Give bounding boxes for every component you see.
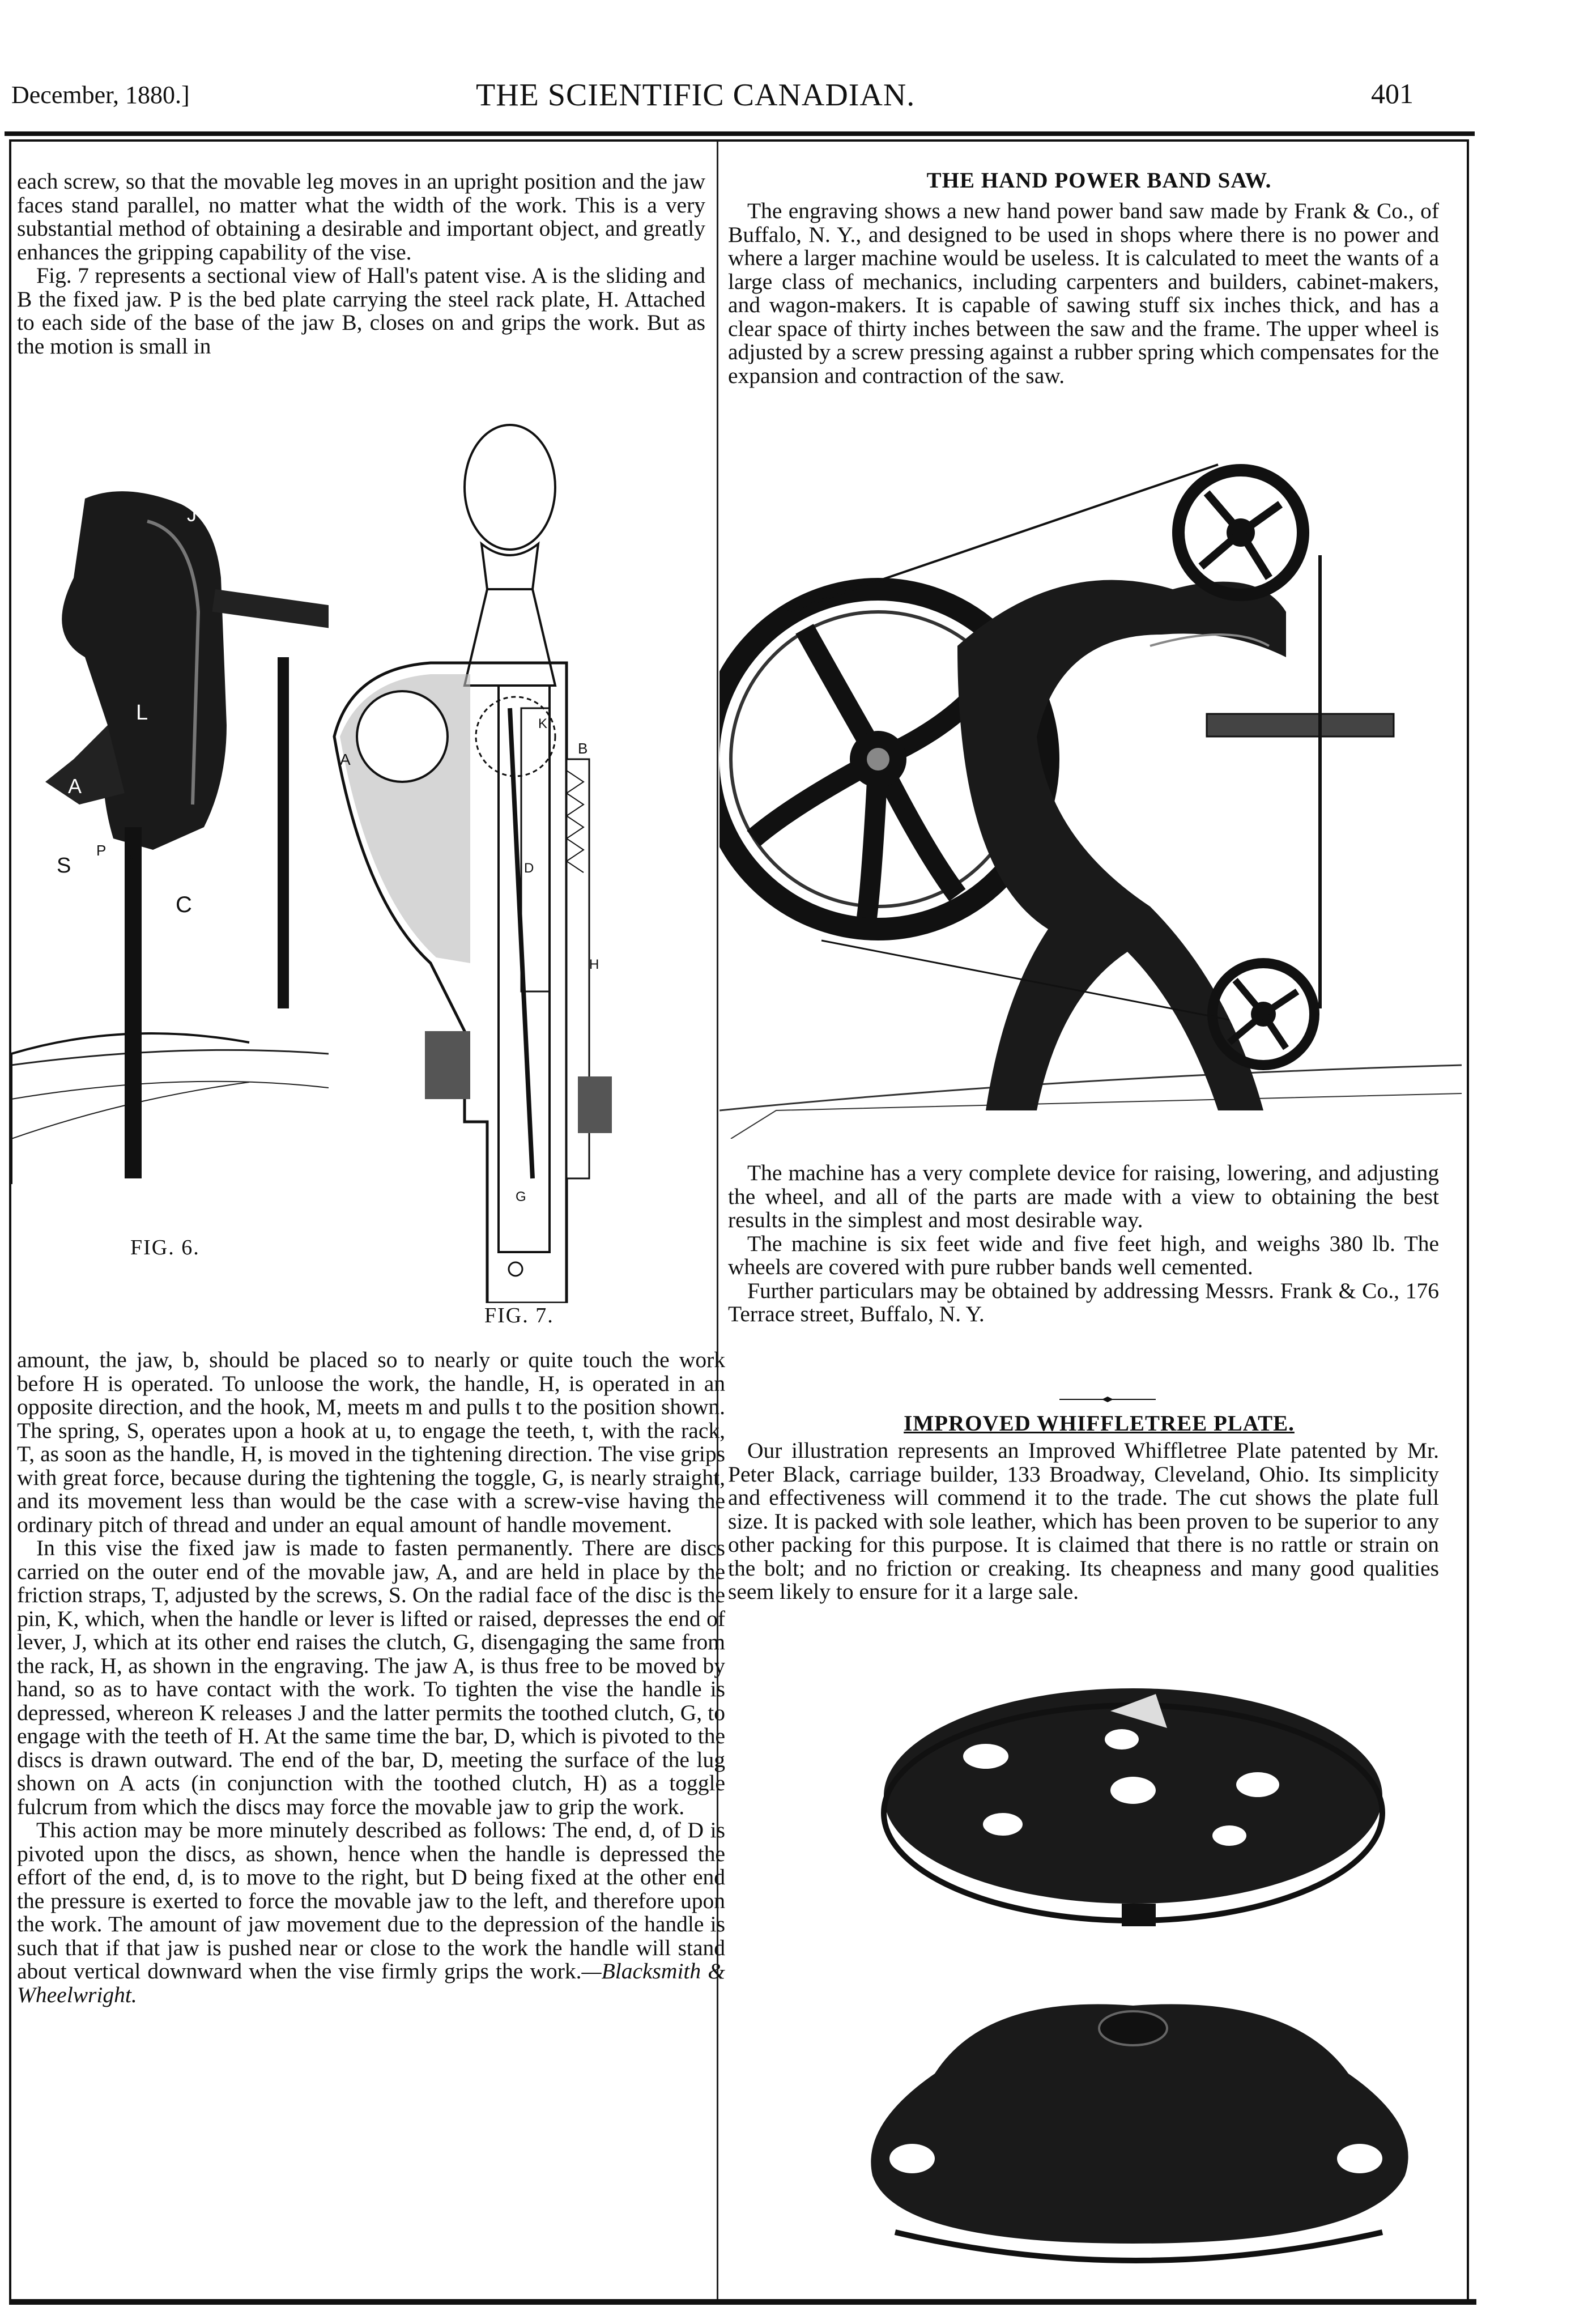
fig6-label-j: J: [187, 504, 197, 526]
fig7-label-h: H: [589, 957, 599, 972]
paragraph-vise-intro: each screw, so that the movable leg moves in an upright position and the jaw faces stand parallel, no matter what the width of the work. This is a very substantial method of obtaining a desirable and important object, and greatly enhances the gripping capability of the vise.: [17, 169, 705, 265]
paragraph-vise-mechanism-text: In this vise the fixed jaw is made to fasten permanently. There are discs carried on the outer end of the movable jaw, A, and are held in place by the friction straps, T, adjusted by the screws, S. On the radial face of the disc is the pin, K, which, when the handle or lever is lifted or raised, depresses the end of lever, J, which at its other end raises the clutch, G, disengaging the same from the rack, H, as shown in the engraving. The jaw A, is thus free to be moved by hand, so as to have contact with the work. To tighten the vise the handle is depressed, whereon K releases J and the latter permits the toothed clutch, G, to engage with the teeth of H. At the same time the bar, D, which is pivoted to the discs is drawn outward. The end of the bar, D, meeting the surface of the lug shown on A acts (in conjunction with the toothed clutch, H) as a toggle fulcrum from which the discs may force the movable jaw to grip the work.: [17, 1535, 725, 1819]
fig6-label-c: C: [176, 892, 192, 917]
fig6-label-n: N: [125, 848, 135, 865]
paragraph-fig7-description: [17, 264, 705, 358]
fig6-caption: FIG. 6.: [130, 1236, 200, 1259]
paragraph-further-particulars-text: Further particulars may be obtained by addressing Messrs. Frank & Co., 176 Terrace street, Buffalo, N. Y.: [728, 1278, 1439, 1326]
whiffletree-heading: IMPROVED WHIFFLETREE PLATE.: [904, 1411, 1295, 1436]
band-saw-illustration: [720, 442, 1462, 1139]
fig7-caption: FIG. 7.: [484, 1304, 554, 1327]
source-credit: —Blacksmith & Wheelwright.: [17, 1959, 725, 2007]
whiffletree-plate-illustration: [861, 1677, 1428, 2289]
fig7-label-a: A: [340, 751, 351, 768]
paragraph-action-detail: [17, 1819, 725, 2007]
whiffletree-description: [728, 1439, 1439, 1604]
header-rule: [5, 131, 1475, 136]
fig7-sectional-view-illustration: [317, 419, 703, 1303]
fig6-label-p: P: [96, 842, 107, 859]
fig6-label-a: A: [68, 774, 82, 798]
journal-title: THE SCIENTIFIC CANADIAN.: [476, 78, 916, 113]
fig6-label-s: S: [57, 854, 71, 878]
header-date: December, 1880.]: [11, 81, 190, 109]
paragraph-action-detail-text: This action may be more minutely described as follows: The end, d, of D is pivoted upon the discs, as shown, hence when the handle is depressed the effort of the end, d, is to move to the right, but D being fixed at the other end the pressure is exerted to force the movable jaw to the left, and therefore upon the work. The amount of jaw movement due to the depression of the handle is such that if that jaw is pushed near or close to the work the handle will stand about vertical downward when the vise firmly grips the work.: [17, 1818, 725, 1984]
fig7-label-b: B: [578, 740, 588, 757]
section-ornament: [1059, 1396, 1156, 1403]
paragraph-further-particulars: [728, 1279, 1439, 1326]
band-saw-details: [728, 1161, 1439, 1326]
paragraph-machine-size-text: The machine is six feet wide and five feet high, and weighs 380 lb. The wheels are covered with pure rubber bands well cemented.: [728, 1231, 1439, 1279]
whiffletree-description-text: Our illustration represents an Improved Whiffletree Plate patented by Mr. Peter Black, carriage builder, 133 Broadway, Cleveland, Ohio. Its simplicity and effectiveness will commend it to the trade. The cut shows the plate full size. It is packed with sole leather, which has been proven to be superior to any other packing for this purpose. It is claimed that there is no rattle or strain on the bolt; and no friction or creaking. Its cheapness and many good qualities seem likely to ensure for it a large sale.: [728, 1438, 1439, 1604]
left-column-top-text: [17, 170, 705, 358]
fig7-label-k: K: [538, 716, 548, 731]
paragraph-machine-size: [728, 1232, 1439, 1279]
paragraph-machine-device-text: The machine has a very complete device for raising, lowering, and adjusting the wheel, and all of the parts are made with a view to obtaining the best results in the simplest and most desirable way.: [728, 1160, 1439, 1232]
paragraph-machine-device: [728, 1161, 1439, 1232]
band-saw-heading: THE HAND POWER BAND SAW.: [926, 168, 1272, 193]
footer-rule: [9, 2299, 1476, 2305]
page-number: 401: [1371, 78, 1414, 109]
fig7-label-d: D: [524, 861, 534, 876]
paragraph-vise-mechanism: [17, 1536, 725, 1819]
fig6-vise-illustration: [11, 487, 329, 1184]
fig7-label-g: G: [516, 1189, 526, 1204]
paragraph-fig7-text: Fig. 7 represents a sectional view of Hall's patent vise. A is the sliding and B the fixed jaw. P is the bed plate carrying the steel rack plate, H. Attached to each side of the base of the jaw B, closes on and grips the work. But as the motion is small in: [17, 263, 705, 359]
fig6-label-l: L: [136, 701, 148, 725]
band-saw-intro: [728, 199, 1439, 388]
fig7-label-p: P: [414, 1040, 424, 1057]
paragraph-jaw-amount: amount, the jaw, b, should be placed so to nearly or quite touch the work before H is operated. To unloose the work, the handle, H, is operated in an opposite direction, and the hook, M, meets m and pulls t to the position shown. The spring, S, operates upon a hook at u, to engage the teeth, t, with the rack, T, as soon as the handle, H, is moved in the tightening direction. The vise grips with great force, because during the tightening the toggle, G, is nearly straight, and its movement less than would be the case with a screw-vise having the ordinary pitch of thread and under an equal amount of handle movement.: [17, 1347, 725, 1537]
band-saw-intro-text: The engraving shows a new hand power band saw made by Frank & Co., of Buffalo, N. Y., and designed to be used in shops where there is no power and where a larger machine would be useless. It is calculated to meet the wants of a large class of mechanics, including carpenters and builders, cabinet-makers, and wagon-makers. It is capable of sawing stuff six inches thick, and has a clear space of thirty inches between the saw and the frame. The upper wheel is adjusted by a screw pressing against a rubber spring which compensates for the expansion and contraction of the saw.: [728, 198, 1439, 388]
left-column-bottom-text: [17, 1348, 725, 2007]
